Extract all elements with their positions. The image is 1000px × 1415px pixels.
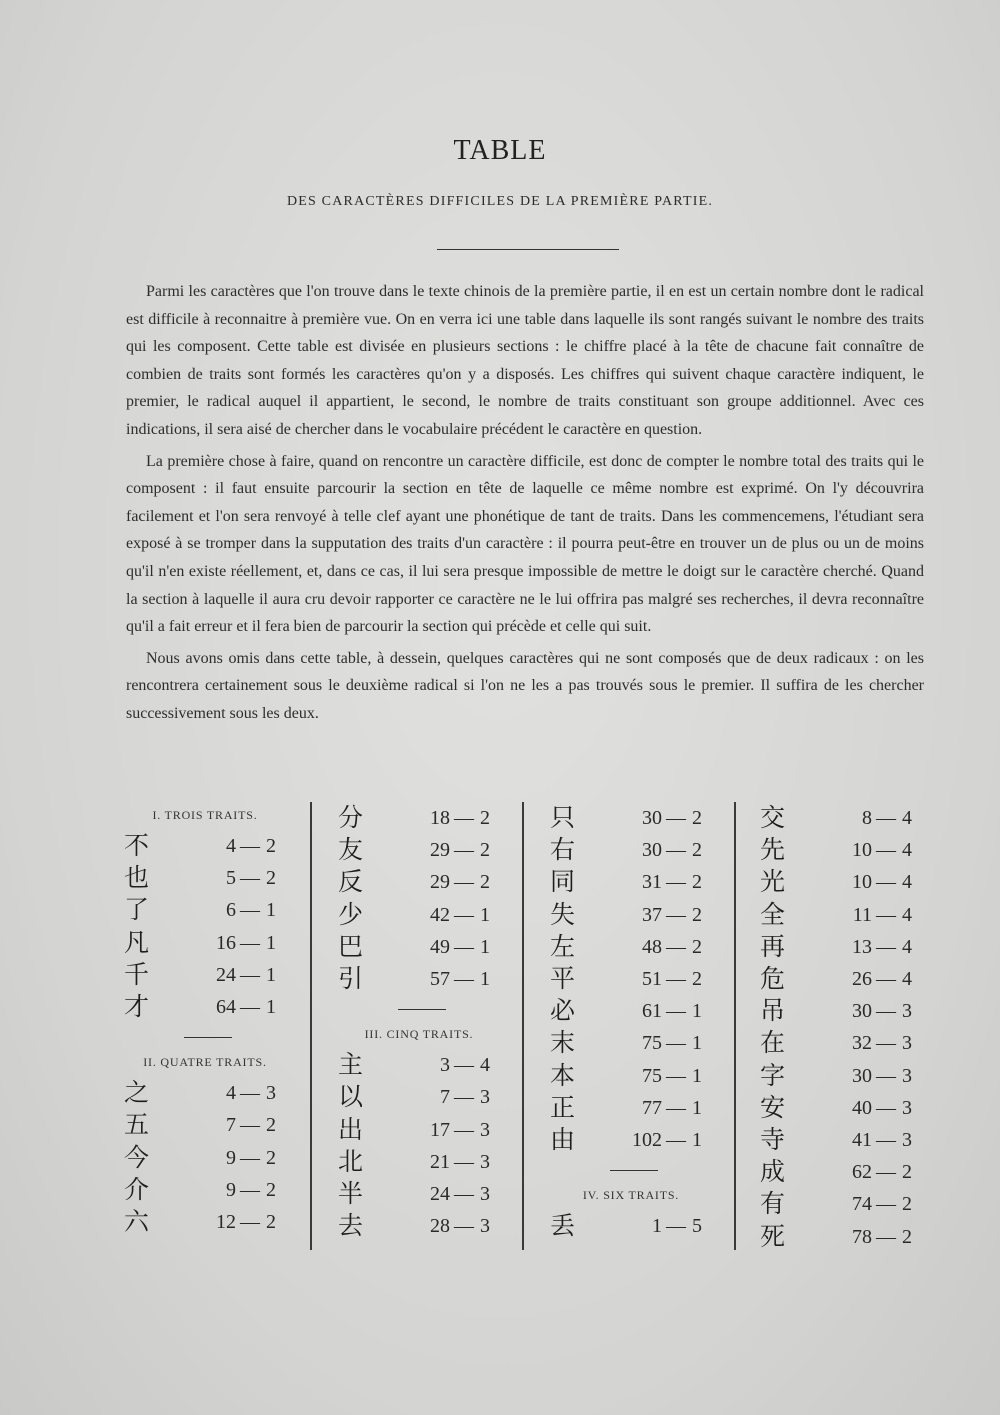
- chinese-character: 以: [338, 1082, 364, 1112]
- separator-dash: —: [240, 1178, 260, 1201]
- radical-number: 31: [642, 871, 662, 894]
- chinese-character: 光: [760, 867, 786, 897]
- stroke-count: 1: [266, 899, 276, 922]
- separator-dash: —: [666, 1129, 686, 1151]
- radical-number: 10: [852, 839, 872, 862]
- intro-text: [126, 278, 924, 732]
- separator-dash: —: [666, 935, 686, 958]
- radical-number: 77: [642, 1096, 662, 1119]
- separator-dash: —: [454, 935, 474, 958]
- table-row: [760, 802, 932, 834]
- chinese-character: 今: [124, 1142, 150, 1172]
- separator-dash: —: [876, 935, 896, 958]
- stroke-count: 1: [692, 1129, 702, 1151]
- separator-dash: —: [876, 1161, 896, 1184]
- chinese-character: 巴: [338, 931, 364, 961]
- radical-number: 24: [430, 1183, 450, 1205]
- separator-dash: —: [666, 871, 686, 894]
- table-row: [338, 866, 510, 898]
- stroke-count: 1: [692, 1000, 702, 1023]
- chinese-character: 必: [550, 996, 576, 1026]
- separator-dash: —: [666, 807, 686, 829]
- radical-number: 61: [642, 1000, 662, 1023]
- stroke-count: 3: [480, 1118, 490, 1141]
- character-table: [110, 800, 940, 1260]
- chinese-character: 危: [760, 964, 786, 993]
- radical-number: 64: [216, 996, 236, 1018]
- chinese-character: 北: [338, 1146, 364, 1176]
- separator-dash: —: [666, 1215, 686, 1238]
- separator-dash: —: [240, 996, 260, 1018]
- stroke-count: 2: [692, 839, 702, 862]
- table-row: [550, 834, 722, 866]
- stroke-count: 4: [902, 903, 912, 926]
- radical-number: 57: [430, 968, 450, 990]
- stroke-count: 2: [266, 1146, 276, 1169]
- radical-number: 11: [852, 903, 872, 926]
- chinese-character: 了: [124, 895, 150, 925]
- stroke-count: 1: [480, 903, 490, 926]
- chinese-character: 先: [760, 835, 786, 865]
- separator-dash: —: [666, 1032, 686, 1055]
- table-row: [124, 1109, 296, 1141]
- separator-dash: —: [240, 867, 260, 890]
- chinese-character: 寺: [760, 1125, 786, 1154]
- separator-dash: —: [240, 835, 260, 857]
- radical-number: 30: [642, 839, 662, 862]
- table-row: [550, 866, 722, 898]
- table-row: [338, 834, 510, 866]
- stroke-count: 3: [902, 1096, 912, 1119]
- stroke-count: 1: [266, 996, 276, 1018]
- table-row: [550, 1210, 722, 1242]
- chinese-character: 在: [760, 1028, 786, 1058]
- chinese-character: 右: [550, 835, 576, 865]
- chinese-character: 凡: [124, 927, 150, 957]
- stroke-count: 2: [902, 1161, 912, 1184]
- chinese-character: 丢: [550, 1211, 576, 1241]
- stroke-count: 1: [480, 968, 490, 990]
- table-row: [338, 1178, 510, 1210]
- section-divider: [610, 1170, 658, 1171]
- separator-dash: —: [454, 1183, 474, 1205]
- section-heading: II. QUATRE TRAITS.: [143, 1055, 267, 1070]
- radical-number: 1: [652, 1215, 662, 1238]
- chinese-character: 平: [550, 964, 576, 993]
- stroke-count: 1: [266, 963, 276, 986]
- separator-dash: —: [666, 903, 686, 926]
- stroke-count: 3: [480, 1183, 490, 1205]
- radical-number: 37: [642, 903, 662, 926]
- stroke-count: 1: [692, 1064, 702, 1087]
- stroke-count: 1: [692, 1032, 702, 1055]
- table-row: [760, 834, 932, 866]
- radical-number: 102: [632, 1129, 662, 1151]
- column-divider: [734, 802, 736, 1250]
- chinese-character: 六: [124, 1207, 150, 1236]
- chinese-character: 不: [124, 831, 150, 860]
- stroke-count: 4: [480, 1054, 490, 1077]
- radical-number: 4: [226, 1082, 236, 1105]
- chinese-character: 引: [338, 964, 364, 993]
- separator-dash: —: [454, 807, 474, 829]
- table-row: [124, 927, 296, 959]
- table-row: [124, 862, 296, 894]
- table-row: [124, 894, 296, 926]
- stroke-count: 2: [692, 968, 702, 990]
- separator-dash: —: [876, 1225, 896, 1248]
- stroke-count: 4: [902, 839, 912, 862]
- radical-number: 13: [852, 935, 872, 958]
- stroke-count: 2: [266, 867, 276, 890]
- table-row: [124, 991, 296, 1023]
- chinese-character: 去: [338, 1211, 364, 1241]
- stroke-count: 2: [266, 1114, 276, 1137]
- table-row: [124, 1174, 296, 1206]
- table-row: [338, 1146, 510, 1178]
- radical-number: 9: [226, 1146, 236, 1169]
- separator-dash: —: [666, 839, 686, 862]
- radical-number: 78: [852, 1225, 872, 1248]
- table-row: [760, 1156, 932, 1188]
- separator-dash: —: [666, 968, 686, 990]
- table-row: [550, 1060, 722, 1092]
- stroke-count: 3: [902, 1064, 912, 1087]
- separator-dash: —: [876, 1032, 896, 1055]
- table-row: [760, 899, 932, 931]
- radical-number: 30: [852, 1064, 872, 1087]
- separator-dash: —: [240, 1114, 260, 1137]
- chinese-character: 本: [550, 1060, 576, 1090]
- stroke-count: 1: [266, 931, 276, 954]
- radical-number: 7: [440, 1086, 450, 1109]
- separator-dash: —: [454, 1086, 474, 1109]
- chinese-character: 交: [760, 803, 786, 832]
- stroke-count: 4: [902, 807, 912, 829]
- chinese-character: 同: [550, 867, 576, 897]
- chinese-character: 成: [760, 1157, 786, 1187]
- radical-number: 8: [862, 807, 872, 829]
- separator-dash: —: [454, 1054, 474, 1077]
- table-row: [338, 1210, 510, 1242]
- stroke-count: 2: [692, 871, 702, 894]
- stroke-count: 2: [902, 1225, 912, 1248]
- chinese-character: 左: [550, 931, 576, 961]
- table-row: [550, 1027, 722, 1059]
- stroke-count: 2: [692, 807, 702, 829]
- separator-dash: —: [876, 1064, 896, 1087]
- paragraph: Nous avons omis dans cette table, à dessein, quelques caractères qui ne sont composés que de deux radicaux : on les rencontrera certainement sous le deuxième radical si l'on ne les a pas trouvés sous le premier. Il suffira de les chercher successivement sous les deux.: [126, 649, 924, 722]
- chinese-character: 吊: [760, 996, 786, 1026]
- stroke-count: 2: [480, 807, 490, 829]
- chinese-character: 反: [338, 867, 364, 897]
- stroke-count: 4: [902, 968, 912, 990]
- stroke-count: 2: [902, 1193, 912, 1216]
- table-row: [760, 931, 932, 963]
- table-row: [760, 1060, 932, 1092]
- separator-dash: —: [454, 903, 474, 926]
- chinese-character: 介: [124, 1174, 150, 1204]
- radical-number: 29: [430, 839, 450, 862]
- radical-number: 12: [216, 1211, 236, 1233]
- radical-number: 30: [852, 1000, 872, 1023]
- chinese-character: 失: [550, 899, 576, 929]
- radical-number: 28: [430, 1215, 450, 1238]
- chinese-character: 千: [124, 959, 150, 989]
- table-row: [760, 1027, 932, 1059]
- stroke-count: 3: [266, 1082, 276, 1105]
- stroke-count: 4: [902, 871, 912, 894]
- stroke-count: 3: [480, 1215, 490, 1238]
- radical-number: 30: [642, 807, 662, 829]
- separator-dash: —: [240, 963, 260, 986]
- separator-dash: —: [876, 1193, 896, 1216]
- table-row: [338, 1049, 510, 1081]
- table-row: [124, 959, 296, 991]
- stroke-count: 4: [902, 935, 912, 958]
- separator-dash: —: [666, 1000, 686, 1023]
- table-row: [760, 1092, 932, 1124]
- stroke-count: 2: [266, 1178, 276, 1201]
- radical-number: 10: [852, 871, 872, 894]
- separator-dash: —: [240, 1211, 260, 1233]
- separator-dash: —: [876, 807, 896, 829]
- radical-number: 4: [226, 835, 236, 857]
- chinese-character: 也: [124, 863, 150, 893]
- chinese-character: 只: [550, 803, 576, 832]
- stroke-count: 1: [480, 935, 490, 958]
- chinese-character: 末: [550, 1028, 576, 1058]
- separator-dash: —: [454, 1118, 474, 1141]
- chinese-character: 才: [124, 992, 150, 1021]
- paragraph: La première chose à faire, quand on rencontre un caractère difficile, est donc de compter le nombre total des traits qui le composent : il faut ensuite parcourir la section en tête de laquelle ce même nombre est exprimé. On l'y découvrira facilement et l'on sera renvoyé à telle clef ayant une phonétique de tant de traits. Dans les commencemens, l'étudiant sera exposé à se tromper dans la supputation des traits d'un caractère : il pourra peut-être en trouver un de plus ou un de moins qu'il n'en existe réellement, et, dans ce cas, il lui sera presque impossible de mettre le doigt sur le caractère cherché. Quand la section à laquelle il aura cru devoir rapporter ce caractère ne le lui offrira pas malgré ses recherches, il devra reconnaître qu'il a fait erreur et il fera bien de parcourir la section qui précède et celle qui suit.: [126, 452, 924, 636]
- radical-number: 40: [852, 1096, 872, 1119]
- section-heading: III. CINQ TRAITS.: [364, 1027, 474, 1042]
- chinese-character: 正: [550, 1092, 576, 1122]
- separator-dash: —: [454, 839, 474, 862]
- radical-number: 7: [226, 1114, 236, 1137]
- separator-dash: —: [876, 1129, 896, 1151]
- section-heading: IV. SIX TRAITS.: [582, 1188, 680, 1203]
- radical-number: 48: [642, 935, 662, 958]
- separator-dash: —: [876, 871, 896, 894]
- chinese-character: 由: [550, 1125, 576, 1154]
- separator-dash: —: [240, 1082, 260, 1105]
- chinese-character: 再: [760, 931, 786, 961]
- chinese-character: 死: [760, 1221, 786, 1251]
- table-row: [760, 1188, 932, 1220]
- radical-number: 24: [216, 963, 236, 986]
- chinese-character: 安: [760, 1092, 786, 1122]
- separator-dash: —: [454, 968, 474, 990]
- table-row: [338, 931, 510, 963]
- separator-dash: —: [876, 1000, 896, 1023]
- table-row: [338, 802, 510, 834]
- radical-number: 75: [642, 1032, 662, 1055]
- separator-dash: —: [240, 1146, 260, 1169]
- separator-dash: —: [454, 1215, 474, 1238]
- stroke-count: 3: [902, 1000, 912, 1023]
- stroke-count: 2: [266, 835, 276, 857]
- separator-dash: —: [454, 871, 474, 894]
- table-row: [338, 899, 510, 931]
- radical-number: 32: [852, 1032, 872, 1055]
- radical-number: 41: [852, 1129, 872, 1151]
- chinese-character: 全: [760, 899, 786, 929]
- separator-dash: —: [876, 968, 896, 990]
- stroke-count: 3: [902, 1129, 912, 1151]
- table-row: [124, 1077, 296, 1109]
- radical-number: 29: [430, 871, 450, 894]
- column-divider: [310, 802, 312, 1250]
- radical-number: 5: [226, 867, 236, 890]
- chinese-character: 主: [338, 1050, 364, 1080]
- stroke-count: 2: [266, 1211, 276, 1233]
- radical-number: 9: [226, 1178, 236, 1201]
- table-row: [550, 963, 722, 995]
- separator-dash: —: [240, 931, 260, 954]
- stroke-count: 2: [692, 935, 702, 958]
- table-row: [550, 995, 722, 1027]
- section-divider: [184, 1037, 232, 1038]
- section-heading: I. TROIS TRAITS.: [152, 808, 258, 822]
- chinese-character: 出: [338, 1114, 364, 1144]
- paragraph: Parmi les caractères que l'on trouve dans le texte chinois de la première partie, il en est un certain nombre dont le radical est difficile à reconnaitre à première vue. On en verra ici une table dans laquelle ils sont rangés suivant le nombre des traits qui les composent. Cette table est divisée en plusieurs sections : le chiffre placé à la tête de chacune fait connaître de combien de traits sont formés les caractères qu'on y a disposés. Les chiffres qui suivent chaque caractère indiquent, le premier, le radical auquel il appartient, le second, le nombre de traits constituant son groupe additionnel. Avec ces indications, il sera aisé de chercher dans le vocabulaire précédent le caractère en question.: [126, 283, 924, 438]
- chinese-character: 字: [760, 1060, 786, 1090]
- radical-number: 18: [430, 807, 450, 829]
- radical-number: 51: [642, 968, 662, 990]
- table-row: [124, 1142, 296, 1174]
- radical-number: 21: [430, 1150, 450, 1173]
- radical-number: 74: [852, 1193, 872, 1216]
- radical-number: 75: [642, 1064, 662, 1087]
- separator-dash: —: [666, 1096, 686, 1119]
- stroke-count: 2: [480, 839, 490, 862]
- separator-dash: —: [876, 839, 896, 862]
- table-row: [338, 1114, 510, 1146]
- separator-dash: —: [876, 903, 896, 926]
- table-row: [760, 1221, 932, 1253]
- radical-number: 26: [852, 968, 872, 990]
- table-row: [124, 830, 296, 862]
- column-divider: [522, 802, 524, 1250]
- page-subtitle: DES CARACTÈRES DIFFICILES DE LA PREMIÈRE PARTIE.: [286, 194, 714, 209]
- separator-dash: —: [876, 1096, 896, 1119]
- section-divider: [398, 1009, 446, 1010]
- stroke-count: 1: [692, 1096, 702, 1119]
- page-title: TABLE: [453, 135, 547, 166]
- radical-number: 3: [440, 1054, 450, 1077]
- title-divider: [437, 249, 619, 250]
- table-row: [338, 1081, 510, 1113]
- radical-number: 16: [216, 931, 236, 954]
- stroke-count: 5: [692, 1215, 702, 1238]
- stroke-count: 3: [480, 1086, 490, 1109]
- table-row: [550, 899, 722, 931]
- chinese-character: 友: [338, 835, 364, 865]
- chinese-character: 之: [124, 1078, 150, 1108]
- chinese-character: 五: [124, 1110, 150, 1140]
- table-row: [760, 866, 932, 898]
- table-row: [760, 963, 932, 995]
- stroke-count: 2: [480, 871, 490, 894]
- chinese-character: 半: [338, 1179, 364, 1208]
- stroke-count: 3: [480, 1150, 490, 1173]
- separator-dash: —: [666, 1064, 686, 1087]
- table-row: [124, 1206, 296, 1238]
- radical-number: 17: [430, 1118, 450, 1141]
- table-row: [550, 1124, 722, 1156]
- radical-number: 42: [430, 903, 450, 926]
- radical-number: 6: [226, 899, 236, 922]
- table-row: [760, 995, 932, 1027]
- table-row: [550, 931, 722, 963]
- table-row: [760, 1124, 932, 1156]
- radical-number: 49: [430, 935, 450, 958]
- stroke-count: 3: [902, 1032, 912, 1055]
- separator-dash: —: [454, 1150, 474, 1173]
- radical-number: 62: [852, 1161, 872, 1184]
- table-row: [338, 963, 510, 995]
- chinese-character: 有: [760, 1189, 786, 1219]
- separator-dash: —: [240, 899, 260, 922]
- stroke-count: 2: [692, 903, 702, 926]
- table-row: [550, 802, 722, 834]
- chinese-character: 分: [338, 803, 364, 832]
- chinese-character: 少: [338, 899, 364, 929]
- table-row: [550, 1092, 722, 1124]
